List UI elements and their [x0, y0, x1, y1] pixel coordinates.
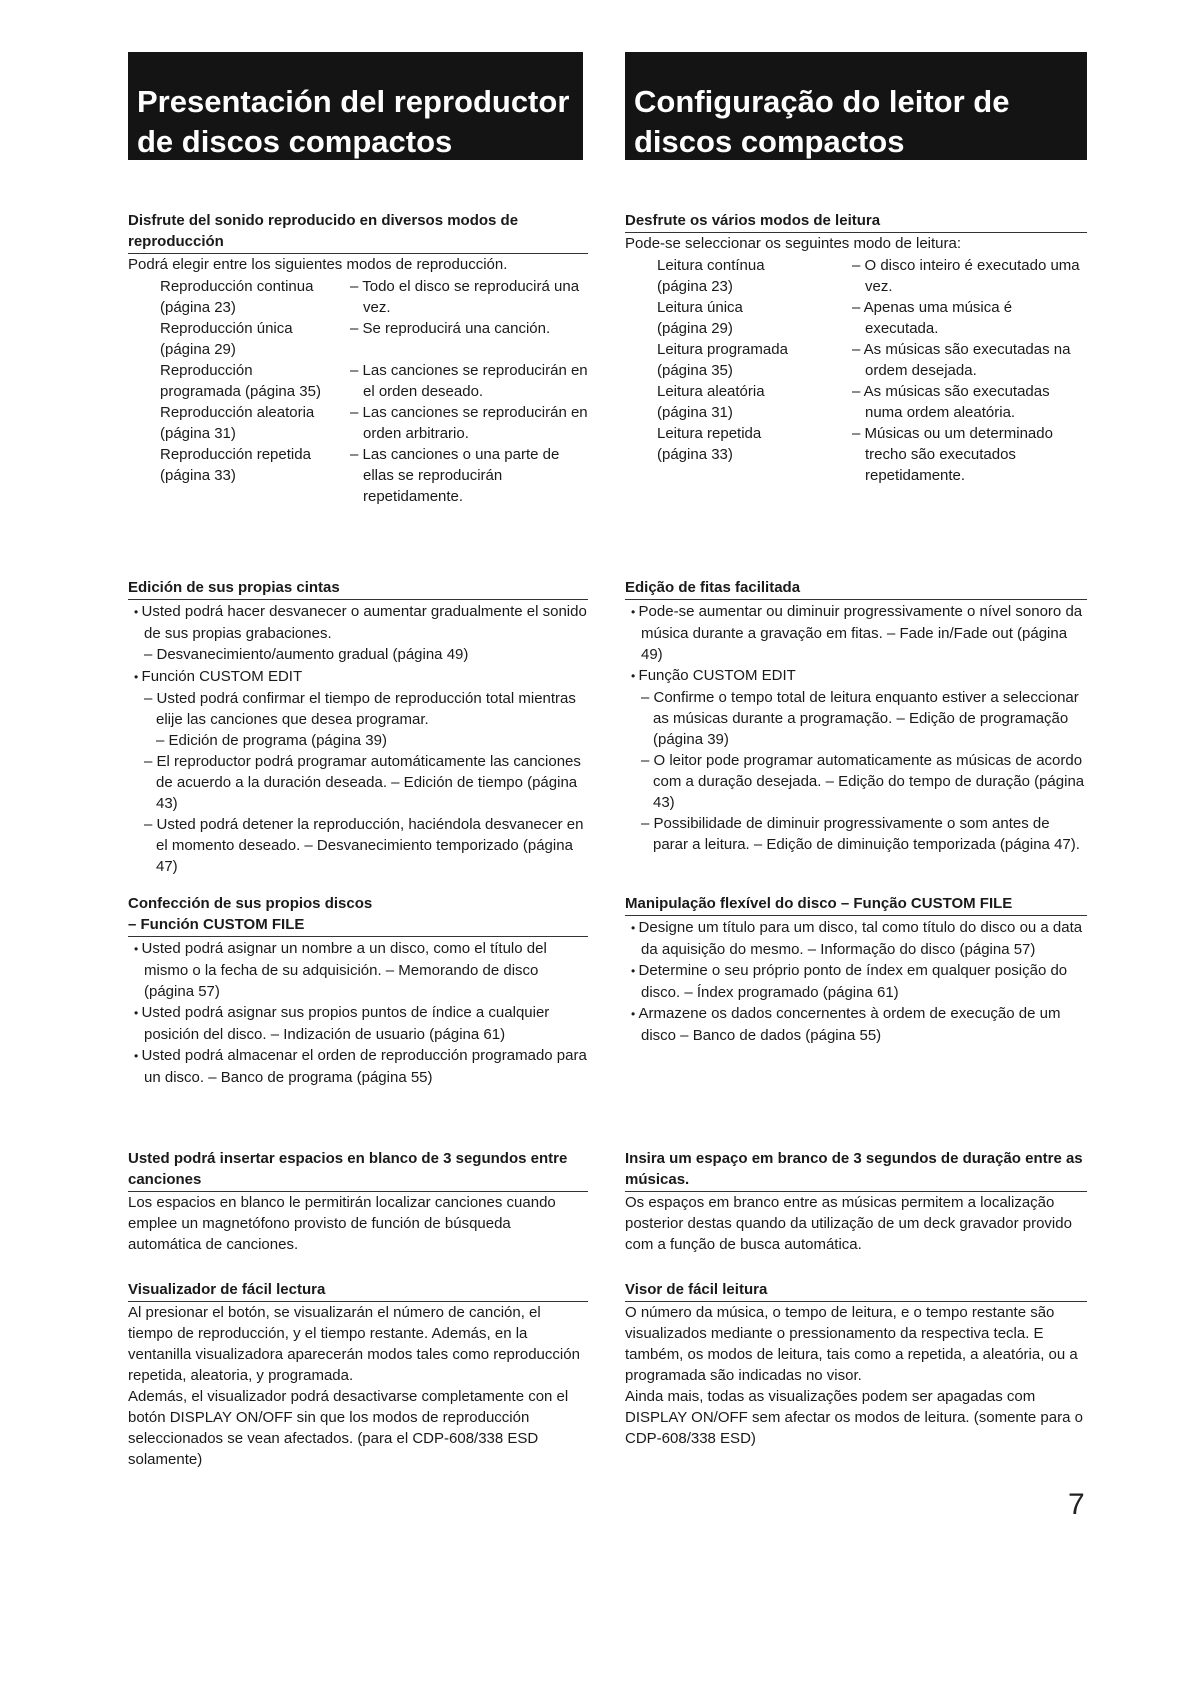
page-title: Configuração do leitor de discos compactos	[634, 84, 1010, 159]
custom-file-section	[128, 893, 588, 1088]
section-heading: Edición de sus propias cintas	[128, 577, 588, 600]
mode-list	[160, 276, 588, 507]
list-item: • Función CUSTOM EDIT	[128, 666, 588, 688]
blank-space-section	[625, 1148, 1087, 1255]
section-text: Además, el visualizador podrá desactivarse completamente con el botón DISPLAY ON/OFF sin que los modos de reproducción seleccionados se vean afectados. (para el CDP-608/338 ESD solamente)	[128, 1388, 569, 1468]
sub-item: – El reproductor podrá programar automáticamente las canciones de acuerdo a la duración deseada. – Edición de tiempo (página 43)	[144, 753, 581, 812]
mode-description: – Apenas uma música é executada.	[852, 299, 1013, 337]
mode-description: – Todo el disco se reproducirá una vez.	[350, 278, 580, 316]
list-item: • Designe um título para um disco, tal como título do disco ou a data da aquisição do mesmo. – Informação do disco (página 57)	[625, 917, 1087, 960]
sub-item: – Possibilidade de diminuir progressivamente o som antes de parar a leitura. – Edição de diminuição temporizada (página 47).	[641, 815, 1080, 853]
section-heading: Desfrute os vários modos de leitura	[625, 210, 1087, 233]
playback-modes-section	[625, 210, 1087, 486]
mode-description: – As músicas são executadas na ordem desejada.	[852, 341, 1071, 379]
section-text: Los espacios en blanco le permitirán localizar canciones cuando emplee un magnetófono provisto de función de búsqueda automática de canciones.	[128, 1194, 556, 1253]
tape-editing-section	[625, 577, 1087, 855]
mode-row	[657, 339, 1087, 381]
section-heading: Usted podrá insertar espacios en blanco de 3 segundos entre canciones	[128, 1148, 588, 1192]
section-text: Al presionar el botón, se visualizarán el número de canción, el tiempo de reproducción, y el tiempo restante. Además, en la ventanilla visualizadora aparecerán modos tales como reproducción repetida, aleatoria, y programada.	[128, 1304, 580, 1384]
playback-modes-section	[128, 210, 588, 507]
mode-description: – O disco inteiro é executado uma vez.	[852, 257, 1080, 295]
mode-name: Reproducción única (página 29)	[160, 320, 293, 358]
section-heading: Insira um espaço em branco de 3 segundos de duração entre as músicas.	[625, 1148, 1087, 1192]
mode-row	[160, 318, 588, 360]
mode-name: Leitura contínua (página 23)	[657, 257, 765, 295]
section-heading: Disfrute del sonido reproducido en diversos modos de reproducción	[128, 210, 588, 254]
section-heading: Manipulação flexível do disco – Função CUSTOM FILE	[625, 893, 1087, 916]
sub-item: – Desvanecimiento/aumento gradual (página 49)	[144, 646, 469, 663]
list-item: • Determine o seu próprio ponto de índex em qualquer posição do disco. – Índex programado (página 61)	[625, 960, 1087, 1003]
mode-row	[657, 381, 1087, 423]
section-text: O número da música, o tempo de leitura, e o tempo restante são visualizados mediante o pressionamento da respectiva tecla. E também, os modos de leitura, tais como a repetida, a aleatória, ou a programada são indicadas no visor.	[625, 1304, 1078, 1384]
page-number: 7	[1068, 1488, 1085, 1521]
mode-description: – Se reproducirá una canción.	[350, 320, 551, 337]
display-section	[625, 1279, 1087, 1449]
bullet-list	[625, 917, 1087, 1046]
mode-name: Leitura única (página 29)	[657, 299, 743, 337]
section-heading: Edição de fitas facilitada	[625, 577, 1087, 600]
section-banner	[625, 52, 1087, 160]
section-text: Ainda mais, todas as visualizações podem ser apagadas com DISPLAY ON/OFF sem afectar os modos de leitura. (somente para o CDP-608/338 ESD)	[625, 1388, 1083, 1447]
list-item: • Função CUSTOM EDIT	[625, 665, 1087, 687]
bullet-list	[128, 938, 588, 1088]
bullet-list	[128, 666, 588, 688]
mode-row	[657, 255, 1087, 297]
section-intro: Podrá elegir entre los siguientes modos de reproducción.	[128, 256, 508, 273]
mode-name: Reproducción repetida (página 33)	[160, 446, 311, 484]
list-item: • Pode-se aumentar ou diminuir progressivamente o nível sonoro da música durante a gravação em fitas. – Fade in/Fade out (página 49)	[625, 601, 1087, 665]
mode-description: – Las canciones se reproducirán en orden arbitrario.	[350, 404, 588, 442]
mode-row	[657, 423, 1087, 486]
list-item: • Usted podrá asignar un nombre a un disco, como el título del mismo o la fecha de su adquisición. – Memorando de disco (página 57)	[128, 938, 588, 1002]
custom-file-section	[625, 893, 1087, 1046]
mode-name: Leitura repetida (página 33)	[657, 425, 762, 463]
section-intro: Pode-se seleccionar os seguintes modo de leitura:	[625, 235, 962, 252]
tape-editing-section	[128, 577, 588, 877]
blank-space-section	[128, 1148, 588, 1255]
mode-list	[657, 255, 1087, 486]
sub-item: – Confirme o tempo total de leitura enquanto estiver a seleccionar as músicas durante a programação. – Edição de programação (página 39)	[641, 689, 1079, 748]
mode-description: – Las canciones o una parte de ellas se reproducirán repetidamente.	[350, 446, 560, 505]
list-item: • Usted podrá hacer desvanecer o aumentar gradualmente el sonido de sus propias grabaciones.	[128, 601, 588, 644]
list-item: • Usted podrá asignar sus propios puntos de índice a cualquier posición del disco. – Indización de usuario (página 61)	[128, 1002, 588, 1045]
mode-description: – As músicas são executadas numa ordem aleatória.	[852, 383, 1050, 421]
section-heading: Confección de sus propios discos – Función CUSTOM FILE	[128, 893, 588, 937]
mode-name: Reproducción continua (página 23)	[160, 278, 314, 316]
page-title: Presentación del reproductor de discos compactos	[137, 84, 570, 159]
mode-row	[160, 402, 588, 444]
mode-row	[657, 297, 1087, 339]
section-banner	[128, 52, 583, 160]
section-heading: Visualizador de fácil lectura	[128, 1279, 588, 1302]
mode-row	[160, 360, 588, 402]
mode-row	[160, 276, 588, 318]
mode-description: – Músicas ou um determinado trecho são executados repetidamente.	[852, 425, 1053, 484]
mode-name: Leitura aleatória (página 31)	[657, 383, 765, 421]
display-section	[128, 1279, 588, 1470]
sub-item: – O leitor pode programar automaticamente as músicas de acordo com a duração desejada. – Edição do tempo de duração (página 43)	[641, 752, 1085, 811]
mode-name: Reproducción programada (página 35)	[160, 362, 321, 400]
bullet-list	[625, 601, 1087, 687]
list-item: • Usted podrá almacenar el orden de reproducción programado para un disco. – Banco de programa (página 55)	[128, 1045, 588, 1088]
section-text: Os espaços em branco entre as músicas permitem a localização posterior destas quando da utilização de um deck gravador provido com a função de busca automática.	[625, 1194, 1072, 1253]
sub-item: – Usted podrá detener la reproducción, haciéndola desvanecer en el momento deseado. – Desvanecimiento temporizado (página 47)	[144, 816, 584, 875]
mode-name: Reproducción aleatoria (página 31)	[160, 404, 315, 442]
sub-item: – Usted podrá confirmar el tiempo de reproducción total mientras elije las canciones que desea programar.	[144, 690, 576, 728]
section-heading: Visor de fácil leitura	[625, 1279, 1087, 1302]
mode-description: – Las canciones se reproducirán en el orden deseado.	[350, 362, 588, 400]
list-item: • Armazene os dados concernentes à ordem de execução de um disco – Banco de dados (página 55)	[625, 1003, 1087, 1046]
bullet-list	[128, 601, 588, 644]
sub-item: – Edición de programa (página 39)	[156, 732, 387, 749]
mode-name: Leitura programada (página 35)	[657, 341, 788, 379]
mode-row	[160, 444, 588, 507]
